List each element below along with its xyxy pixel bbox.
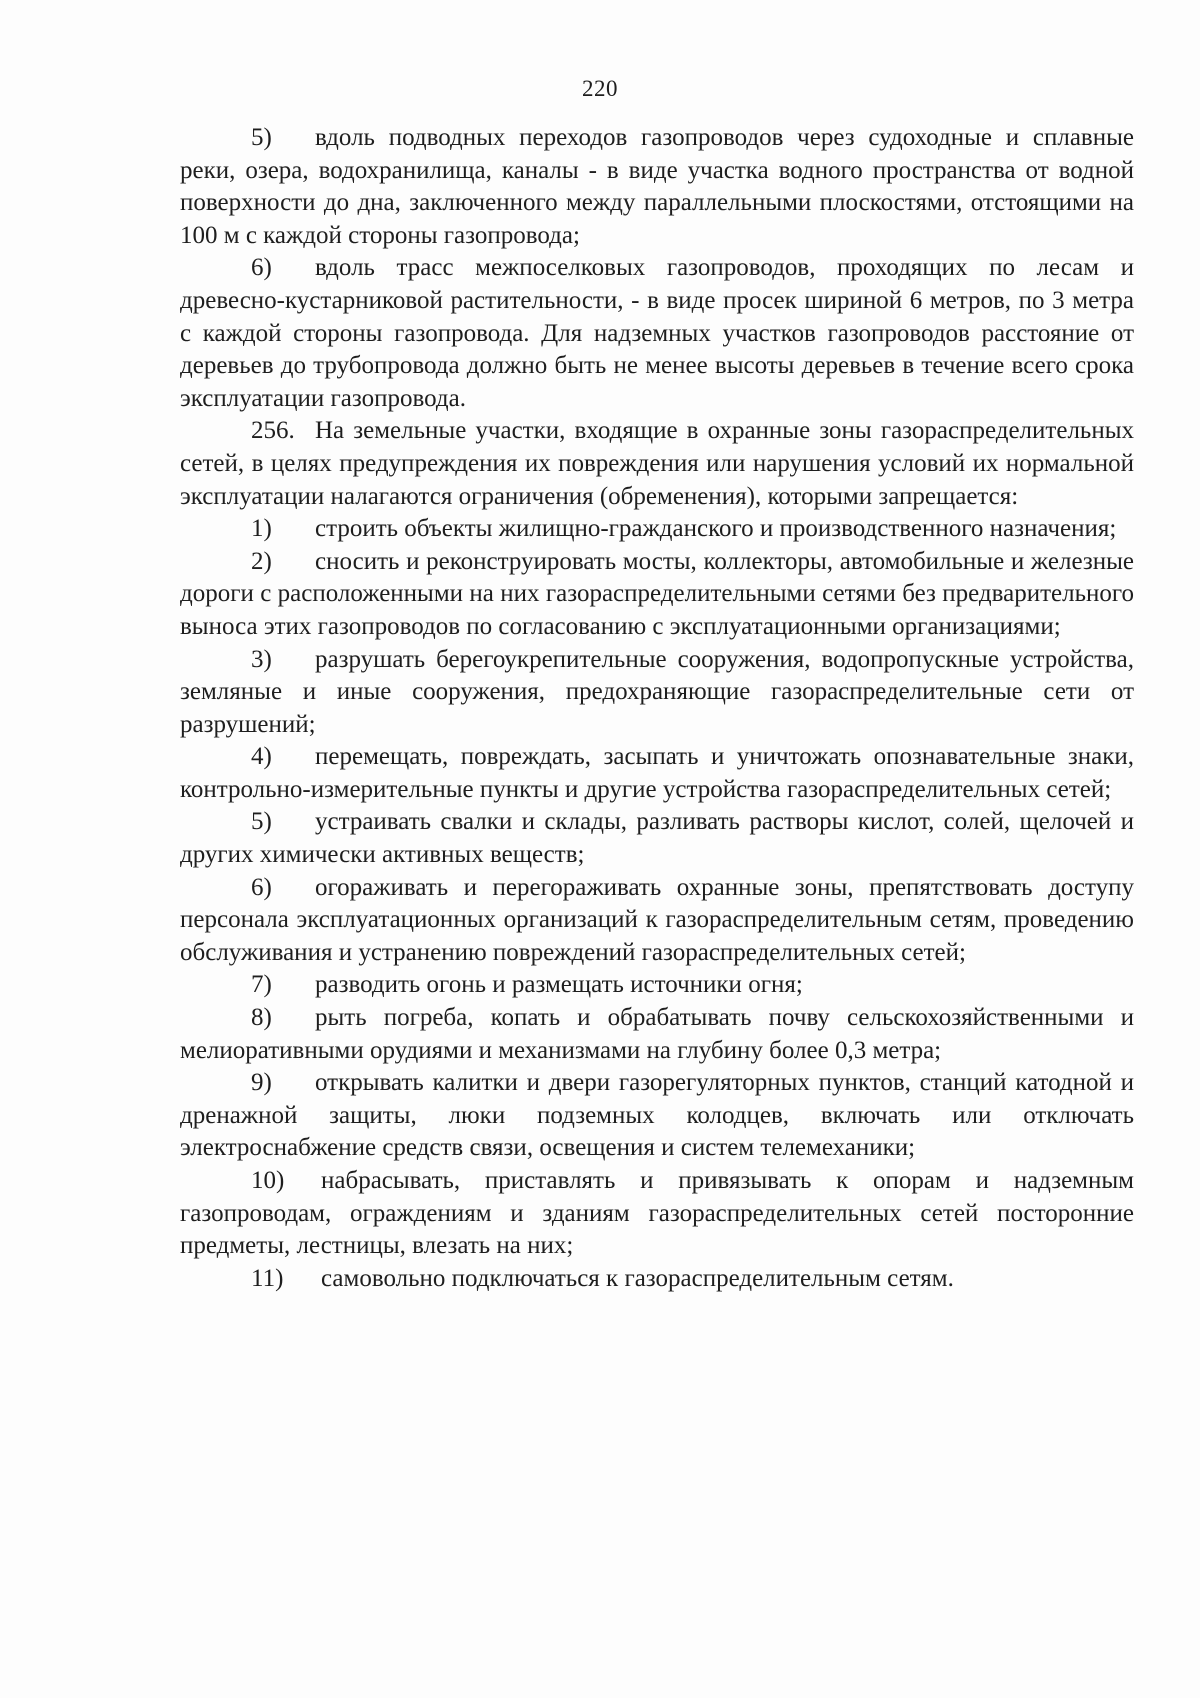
list-item — [180, 741, 1134, 806]
item-number: 6) — [251, 254, 272, 282]
item-number: 2) — [251, 547, 272, 575]
item-number: 6) — [251, 873, 272, 901]
item-text: набрасывать, приставлять и привязывать к опорам и надземным газопроводам, ограждениям и зданиям газораспределительных сетей посторонние предметы, лестницы, влезать на них; — [180, 1167, 1134, 1260]
list-item — [180, 872, 1134, 970]
item-text: разводить огонь и размещать источники огня; — [315, 971, 803, 999]
item-number: 10) — [251, 1167, 285, 1194]
item-number: 11) — [251, 1264, 284, 1292]
list-item — [180, 1263, 1134, 1296]
page-number: 220 — [582, 76, 618, 101]
item-text: вдоль трасс межпоселковых газопроводов, проходящих по лесам и древесно-кустарниковой растительности, - в виде просек шириной 6 метров, по 3 метра с каждой стороны газопровода. Для надземных участков газопроводов расстояние от деревьев до трубопровода должно быть не менее высоты деревьев в течение всего срока эксплуатации газопровода. — [180, 254, 1134, 412]
item-text: самовольно подключаться к газораспределительным сетям. — [321, 1264, 954, 1292]
list-item — [180, 122, 1134, 252]
item-number: 5) — [251, 808, 272, 836]
clause-number: 256. — [251, 417, 295, 445]
document-body — [180, 122, 1134, 1295]
item-text: рыть погреба, копать и обрабатывать почву сельскохозяйственными и мелиоративными орудиями и механизмами на глубину более 0,3 метра; — [180, 1004, 1134, 1064]
list-item — [180, 1165, 1134, 1263]
list-item — [180, 513, 1134, 546]
list-item — [180, 969, 1134, 1002]
list-item — [180, 644, 1134, 742]
clause-paragraph — [180, 415, 1134, 513]
item-text: вдоль подводных переходов газопроводов через судоходные и сплавные реки, озера, водохранилища, каналы - в виде участка водного пространства от водной поверхности до дна, заключенного между параллельными плоскостями, отстоящими на 100 м с каждой стороны газопровода; — [180, 124, 1134, 249]
item-number: 5) — [251, 124, 272, 151]
list-item — [180, 252, 1134, 415]
item-number: 4) — [251, 743, 272, 771]
list-item — [180, 806, 1134, 871]
item-number: 8) — [251, 1004, 272, 1032]
item-number: 9) — [251, 1069, 272, 1097]
item-text: устраивать свалки и склады, разливать растворы кислот, солей, щелочей и других химически активных веществ; — [180, 808, 1134, 869]
item-text: сносить и реконструировать мосты, коллекторы, автомобильные и железные дороги с расположенными на них газораспределительными сетями без предварительного выноса этих газопроводов по согласованию с эксплуатационными организациями; — [180, 547, 1134, 640]
clause-text: На земельные участки, входящие в охранные зоны газораспределительных сетей, в целях предупреждения их повреждения или нарушения условий их нормальной эксплуатации налагаются ограничения (обременения), которыми запрещается: — [180, 417, 1134, 510]
item-text: огораживать и перегораживать охранные зоны, препятствовать доступу персонала эксплуатационных организаций к газораспределительным сетям, проведению обслуживания и устранению повреждений газораспределительных сетей; — [180, 873, 1134, 966]
list-item — [180, 1067, 1134, 1165]
item-number: 1) — [251, 515, 272, 543]
list-item — [180, 546, 1134, 644]
item-text: перемещать, повреждать, засыпать и уничтожать опознавательные знаки, контрольно-измерительные пункты и другие устройства газораспределительных сетей; — [180, 743, 1134, 803]
list-item — [180, 1002, 1134, 1067]
item-text: строить объекты жилищно-гражданского и производственного назначения; — [315, 515, 1117, 543]
item-text: разрушать берегоукрепительные сооружения, водопропускные устройства, земляные и иные сооружения, предохраняющие газораспределительные сети от разрушений; — [180, 645, 1134, 738]
item-text: открывать калитки и двери газорегуляторных пунктов, станций катодной и дренажной защиты, люки подземных колодцев, включать или отключать электроснабжение средств связи, освещения и систем телемеханики; — [180, 1069, 1134, 1162]
item-number: 3) — [251, 645, 272, 673]
item-number: 7) — [251, 971, 272, 999]
